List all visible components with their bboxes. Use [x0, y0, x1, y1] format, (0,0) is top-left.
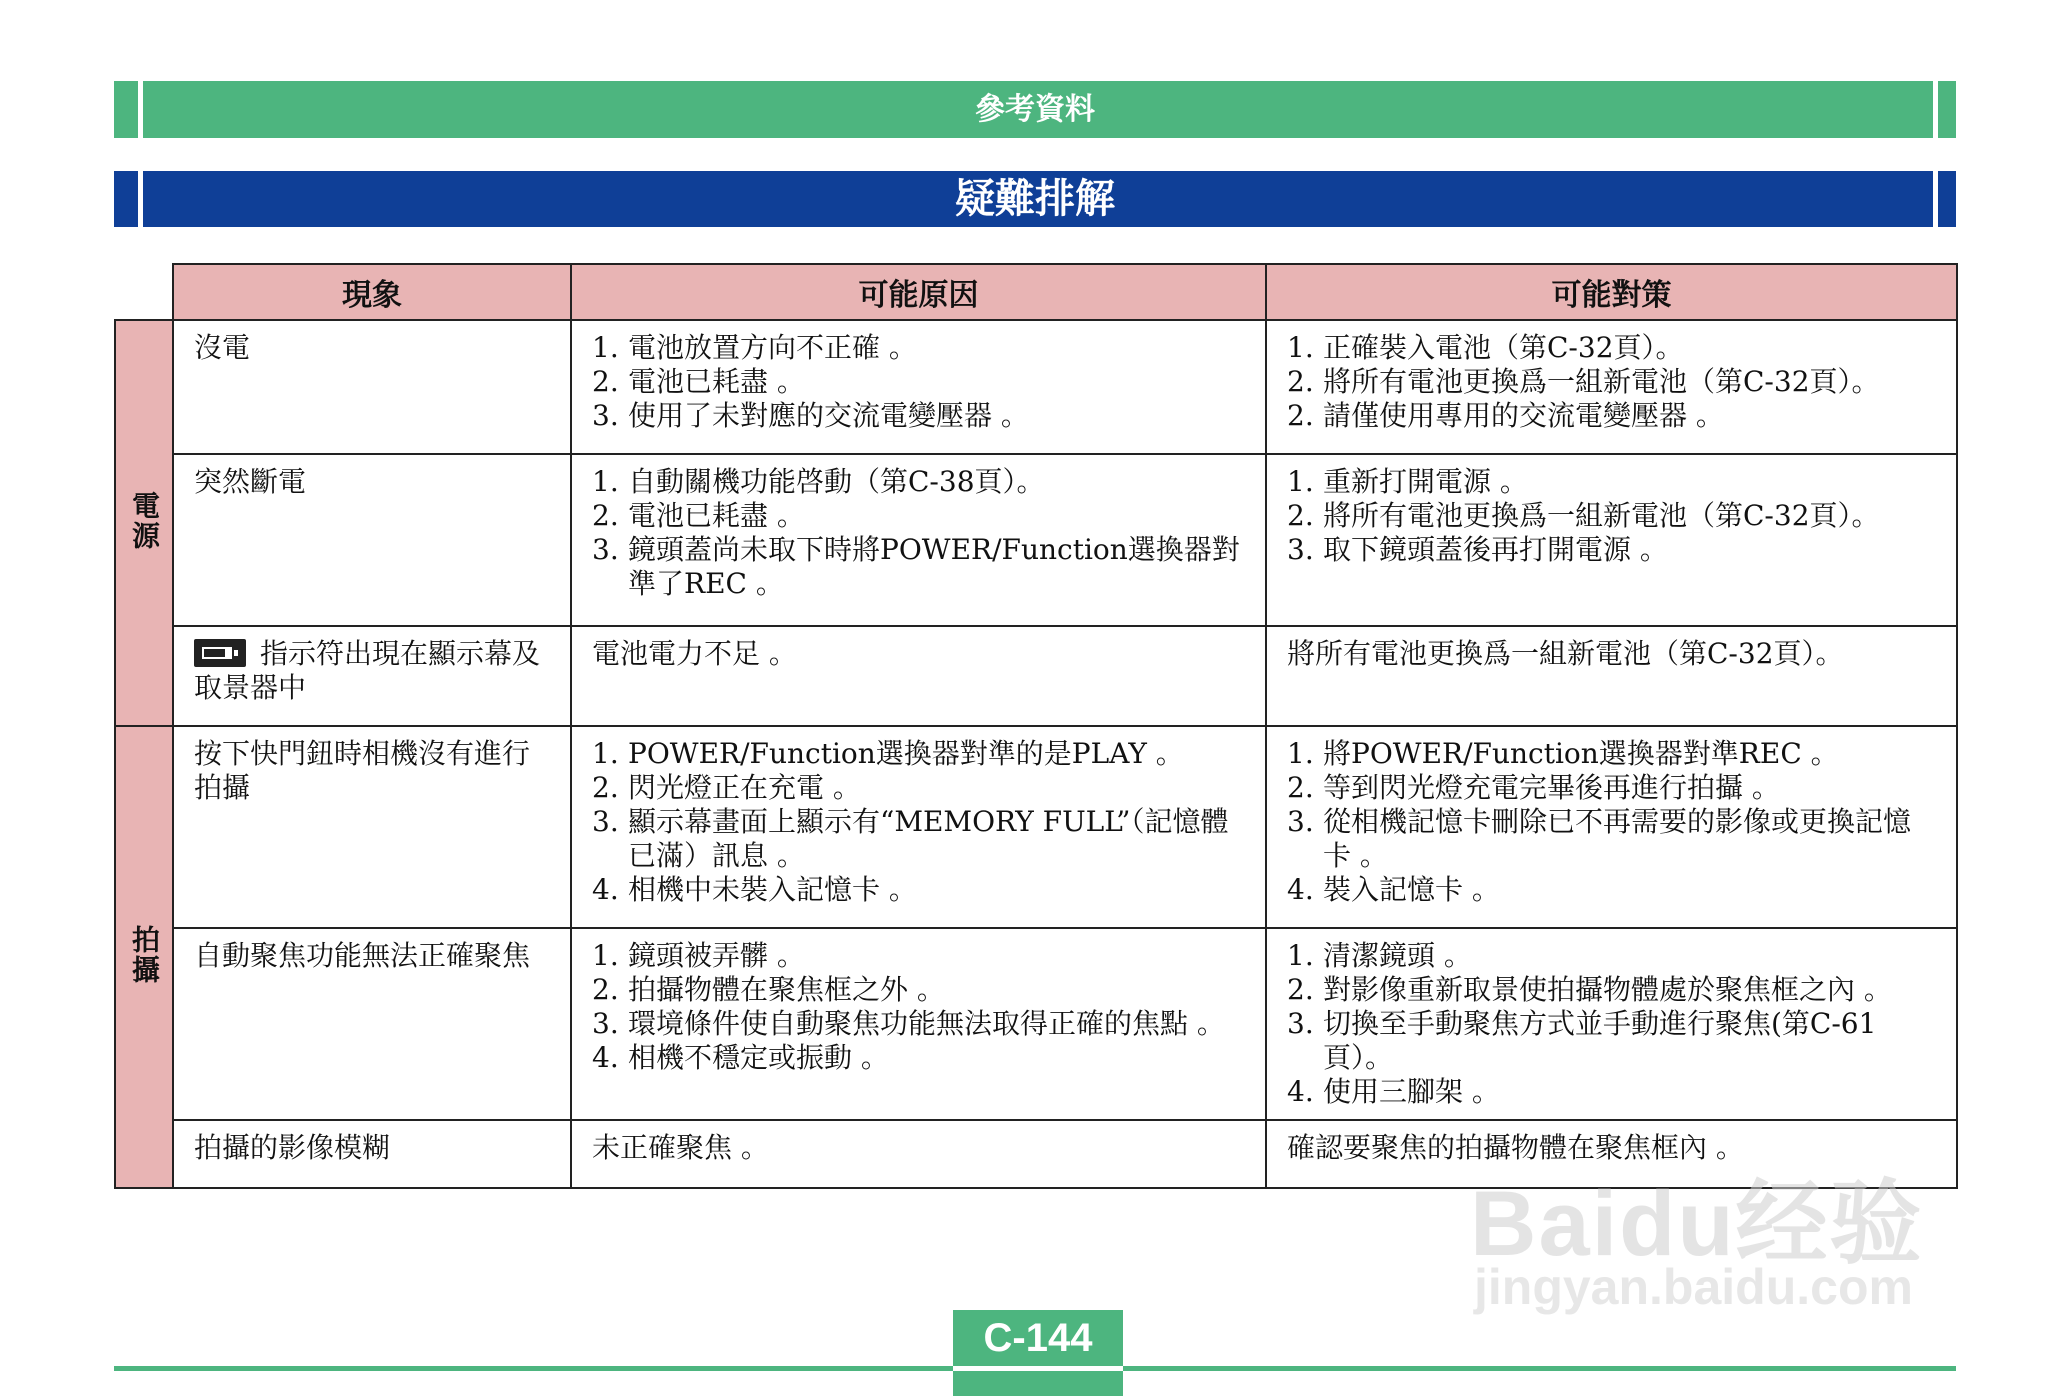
section-banner — [114, 81, 1956, 138]
page-number-tab — [953, 1310, 1123, 1396]
list-item: 4. 相機不穩定或振動 。 — [592, 1041, 889, 1074]
list-item: 1. 清潔鏡頭 。 — [1287, 939, 1472, 972]
list-item: 3. 使用了未對應的交流電變壓器 。 — [592, 399, 1029, 432]
symptom-cell — [173, 928, 571, 1120]
list-item: 2. 電池已耗盡 。 — [592, 499, 805, 532]
table-row — [115, 626, 1957, 726]
remedy-text: 確認要聚焦的拍攝物體在聚焦框內 。 — [1287, 1131, 1744, 1164]
category-label: 拍攝 — [128, 925, 161, 985]
baidu-watermark — [1470, 1150, 1950, 1320]
table-row — [115, 320, 1957, 454]
column-header-symptom: 現象 — [173, 264, 571, 320]
watermark-sub: jingyan.baidu.com — [1474, 1259, 1913, 1315]
column-header-remedy: 可能對策 — [1266, 264, 1957, 320]
page-number: C-144 — [983, 1316, 1093, 1360]
list-item: 4. 裝入記憶卡 。 — [1287, 873, 1500, 906]
page-title: 疑難排解 — [955, 176, 1115, 222]
low-battery-icon — [194, 639, 246, 667]
column-header-cause: 可能原因 — [571, 264, 1266, 320]
remedy-list — [1287, 939, 1936, 1109]
table-row — [115, 726, 1957, 928]
cause-list — [592, 737, 1245, 907]
symptom-text: 自動聚焦功能無法正確聚焦 — [194, 939, 531, 972]
list-item: 2. 對影像重新取景使拍攝物體處於聚焦框之內 。 — [1287, 973, 1892, 1006]
list-item: 2. 請僅使用專用的交流電變壓器 。 — [1287, 399, 1724, 432]
table-header-row — [115, 264, 1957, 320]
symptom-cell — [173, 320, 571, 454]
table-row — [115, 928, 1957, 1120]
remedy-cell — [1266, 454, 1957, 626]
cause-cell — [571, 320, 1266, 454]
symptom-cell — [173, 626, 571, 726]
list-item: 2. 等到閃光燈充電完畢後再進行拍攝 。 — [1287, 771, 1780, 804]
list-item: 4. 相機中未裝入記憶卡 。 — [592, 873, 917, 906]
category-cell-shooting — [115, 726, 173, 1188]
list-item: 2. 閃光燈正在充電 。 — [592, 771, 861, 804]
troubleshooting-table — [114, 263, 1958, 1189]
list-item: 2. 將所有電池更換爲一組新電池（第C-32頁）。 — [1287, 499, 1880, 532]
list-item: 1. 將POWER/Function選換器對準REC 。 — [1287, 737, 1839, 770]
list-item: 1. 自動關機功能啓動（第C-38頁）。 — [592, 465, 1045, 498]
list-item: 3. 顯示幕畫面上顯示有“MEMORY FULL”（記憶體已滿）訊息 。 — [592, 805, 1229, 872]
cause-list — [592, 331, 1245, 433]
list-item: 1. 鏡頭被弄髒 。 — [592, 939, 805, 972]
cause-cell — [571, 626, 1266, 726]
remedy-list — [1287, 465, 1936, 567]
remedy-text: 將所有電池更換爲一組新電池（第C-32頁）。 — [1287, 637, 1844, 670]
list-item: 4. 使用三腳架 。 — [1287, 1075, 1500, 1108]
watermark-main: Baidu经验 — [1470, 1173, 1924, 1275]
banner-cap-right — [1933, 81, 1956, 138]
category-cell-power — [115, 320, 173, 726]
list-item: 2. 電池已耗盡 。 — [592, 365, 805, 398]
table-row — [115, 454, 1957, 626]
symptom-cell — [173, 726, 571, 928]
list-item: 3. 從相機記憶卡刪除已不再需要的影像或更換記憶卡 。 — [1287, 805, 1912, 872]
title-banner — [114, 171, 1956, 227]
list-item: 2. 拍攝物體在聚焦框之外 。 — [592, 973, 945, 1006]
cause-list — [592, 939, 1245, 1075]
list-item: 1. 正確裝入電池（第C-32頁）。 — [1287, 331, 1684, 364]
list-item: 1. 重新打開電源 。 — [1287, 465, 1528, 498]
cause-text: 電池電力不足 。 — [592, 637, 797, 670]
list-item: 3. 環境條件使自動聚焦功能無法取得正確的焦點 。 — [592, 1007, 1225, 1040]
remedy-cell — [1266, 320, 1957, 454]
page-tab-divider — [953, 1366, 1123, 1371]
remedy-list — [1287, 737, 1936, 907]
symptom-text: 拍攝的影像模糊 — [194, 1131, 391, 1164]
symptom-text: 按下快門鈕時相機沒有進行拍攝 — [194, 737, 531, 804]
remedy-cell — [1266, 626, 1957, 726]
cause-cell — [571, 454, 1266, 626]
symptom-cell — [173, 454, 571, 626]
title-cap-right — [1933, 171, 1956, 227]
cause-cell — [571, 726, 1266, 928]
list-item: 1. 電池放置方向不正確 。 — [592, 331, 917, 364]
symptom-text: 指示符出現在顯示幕及取景器中 — [194, 637, 541, 704]
symptom-text: 沒電 — [194, 331, 251, 364]
remedy-cell — [1266, 726, 1957, 928]
list-item: 3. 切換至手動聚焦方式並手動進行聚焦(第C-61頁）。 — [1287, 1007, 1877, 1074]
list-item: 2. 將所有電池更換爲一組新電池（第C-32頁）。 — [1287, 365, 1880, 398]
symptom-text: 突然斷電 — [194, 465, 307, 498]
cause-list — [592, 465, 1245, 601]
corner-cell — [115, 264, 173, 320]
section-label: 參考資料 — [975, 92, 1095, 127]
cause-cell — [571, 928, 1266, 1120]
list-item: 3. 取下鏡頭蓋後再打開電源 。 — [1287, 533, 1668, 566]
remedy-cell — [1266, 928, 1957, 1120]
symptom-cell — [173, 1120, 571, 1188]
list-item: 1. POWER/Function選換器對準的是PLAY 。 — [592, 737, 1184, 770]
category-label: 電源 — [128, 491, 161, 551]
list-item: 3. 鏡頭蓋尚未取下時將POWER/Function選換器對準了REC 。 — [592, 533, 1240, 600]
remedy-list — [1287, 331, 1936, 433]
cause-cell — [571, 1120, 1266, 1188]
cause-text: 未正確聚焦 。 — [592, 1131, 769, 1164]
